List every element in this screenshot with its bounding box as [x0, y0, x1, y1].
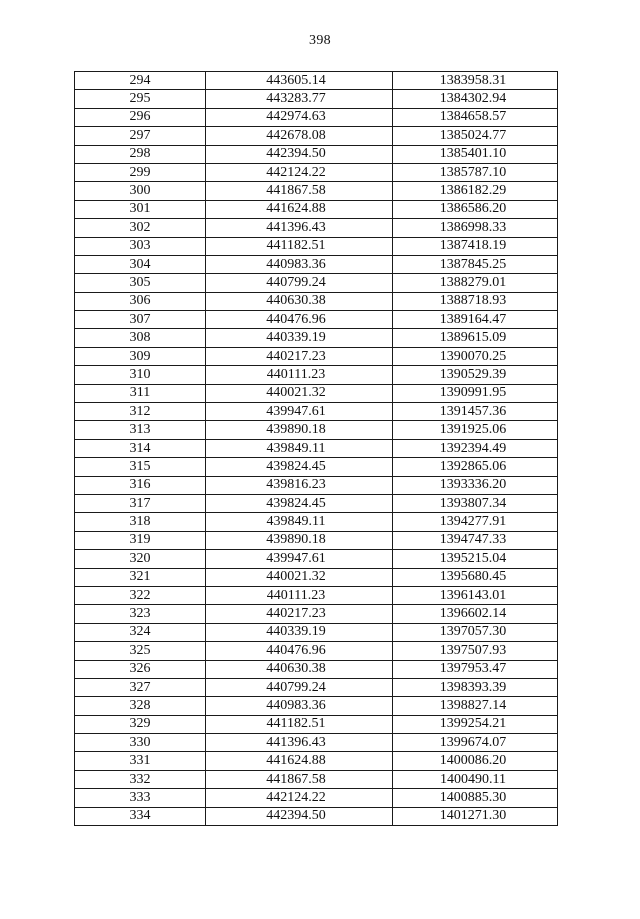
y-coordinate-cell: 1384302.94 [393, 90, 558, 108]
y-coordinate-cell: 1390991.95 [393, 384, 558, 402]
x-coordinate-cell: 440217.23 [206, 347, 393, 365]
table-row [75, 237, 558, 255]
y-coordinate-cell: 1393807.34 [393, 494, 558, 512]
table-row [75, 568, 558, 586]
x-coordinate-cell: 441396.43 [206, 219, 393, 237]
table-row [75, 789, 558, 807]
x-coordinate-cell: 440476.96 [206, 642, 393, 660]
table-row [75, 531, 558, 549]
y-coordinate-cell: 1395680.45 [393, 568, 558, 586]
y-coordinate-cell: 1386998.33 [393, 219, 558, 237]
point-number-cell: 318 [75, 513, 206, 531]
x-coordinate-cell: 441624.88 [206, 752, 393, 770]
x-coordinate-cell: 439947.61 [206, 403, 393, 421]
x-coordinate-cell: 439816.23 [206, 476, 393, 494]
x-coordinate-cell: 441396.43 [206, 734, 393, 752]
x-coordinate-cell: 441867.58 [206, 770, 393, 788]
y-coordinate-cell: 1388279.01 [393, 274, 558, 292]
y-coordinate-cell: 1394277.91 [393, 513, 558, 531]
y-coordinate-cell: 1384658.57 [393, 108, 558, 126]
table-row [75, 642, 558, 660]
table-row [75, 678, 558, 696]
table-row [75, 770, 558, 788]
y-coordinate-cell: 1399674.07 [393, 734, 558, 752]
y-coordinate-cell: 1397953.47 [393, 660, 558, 678]
point-number-cell: 313 [75, 421, 206, 439]
y-coordinate-cell: 1400885.30 [393, 789, 558, 807]
point-number-cell: 326 [75, 660, 206, 678]
point-number-cell: 329 [75, 715, 206, 733]
point-number-cell: 296 [75, 108, 206, 126]
table-row [75, 182, 558, 200]
table-row [75, 329, 558, 347]
point-number-cell: 304 [75, 255, 206, 273]
x-coordinate-cell: 440339.19 [206, 329, 393, 347]
x-coordinate-cell: 442974.63 [206, 108, 393, 126]
table-row [75, 292, 558, 310]
x-coordinate-cell: 439890.18 [206, 421, 393, 439]
y-coordinate-cell: 1390529.39 [393, 366, 558, 384]
table-row [75, 90, 558, 108]
point-number-cell: 310 [75, 366, 206, 384]
table-row [75, 586, 558, 604]
y-coordinate-cell: 1400490.11 [393, 770, 558, 788]
y-coordinate-cell: 1395215.04 [393, 550, 558, 568]
x-coordinate-cell: 441182.51 [206, 237, 393, 255]
point-number-cell: 302 [75, 219, 206, 237]
point-number-cell: 317 [75, 494, 206, 512]
point-number-cell: 320 [75, 550, 206, 568]
point-number-cell: 333 [75, 789, 206, 807]
point-number-cell: 303 [75, 237, 206, 255]
point-number-cell: 300 [75, 182, 206, 200]
point-number-cell: 328 [75, 697, 206, 715]
table-row [75, 384, 558, 402]
point-number-cell: 316 [75, 476, 206, 494]
x-coordinate-cell: 440111.23 [206, 586, 393, 604]
table-row [75, 421, 558, 439]
coordinate-table [74, 71, 558, 826]
y-coordinate-cell: 1391925.06 [393, 421, 558, 439]
table-row [75, 458, 558, 476]
y-coordinate-cell: 1383958.31 [393, 72, 558, 90]
x-coordinate-cell: 440021.32 [206, 568, 393, 586]
x-coordinate-cell: 441182.51 [206, 715, 393, 733]
table-row [75, 403, 558, 421]
x-coordinate-cell: 441624.88 [206, 200, 393, 218]
table-row [75, 274, 558, 292]
y-coordinate-cell: 1389164.47 [393, 311, 558, 329]
x-coordinate-cell: 442678.08 [206, 127, 393, 145]
point-number-cell: 319 [75, 531, 206, 549]
y-coordinate-cell: 1386586.20 [393, 200, 558, 218]
point-number-cell: 334 [75, 807, 206, 825]
point-number-cell: 332 [75, 770, 206, 788]
table-row [75, 494, 558, 512]
x-coordinate-cell: 443605.14 [206, 72, 393, 90]
x-coordinate-cell: 439824.45 [206, 494, 393, 512]
table-row [75, 623, 558, 641]
table-row [75, 127, 558, 145]
point-number-cell: 325 [75, 642, 206, 660]
y-coordinate-cell: 1394747.33 [393, 531, 558, 549]
point-number-cell: 298 [75, 145, 206, 163]
y-coordinate-cell: 1390070.25 [393, 347, 558, 365]
point-number-cell: 311 [75, 384, 206, 402]
table-row [75, 311, 558, 329]
x-coordinate-cell: 439849.11 [206, 513, 393, 531]
point-number-cell: 299 [75, 163, 206, 181]
x-coordinate-cell: 440630.38 [206, 660, 393, 678]
y-coordinate-cell: 1399254.21 [393, 715, 558, 733]
y-coordinate-cell: 1393336.20 [393, 476, 558, 494]
x-coordinate-cell: 442124.22 [206, 163, 393, 181]
y-coordinate-cell: 1401271.30 [393, 807, 558, 825]
x-coordinate-cell: 440111.23 [206, 366, 393, 384]
table-row [75, 660, 558, 678]
x-coordinate-cell: 442394.50 [206, 807, 393, 825]
y-coordinate-cell: 1396143.01 [393, 586, 558, 604]
point-number-cell: 309 [75, 347, 206, 365]
point-number-cell: 315 [75, 458, 206, 476]
y-coordinate-cell: 1392865.06 [393, 458, 558, 476]
y-coordinate-cell: 1392394.49 [393, 439, 558, 457]
point-number-cell: 323 [75, 605, 206, 623]
point-number-cell: 321 [75, 568, 206, 586]
x-coordinate-cell: 440983.36 [206, 697, 393, 715]
x-coordinate-cell: 439947.61 [206, 550, 393, 568]
y-coordinate-cell: 1385401.10 [393, 145, 558, 163]
x-coordinate-cell: 442124.22 [206, 789, 393, 807]
point-number-cell: 306 [75, 292, 206, 310]
y-coordinate-cell: 1385024.77 [393, 127, 558, 145]
table-row [75, 72, 558, 90]
table-row [75, 697, 558, 715]
point-number-cell: 307 [75, 311, 206, 329]
table-row [75, 366, 558, 384]
point-number-cell: 297 [75, 127, 206, 145]
x-coordinate-cell: 442394.50 [206, 145, 393, 163]
page-number: 398 [309, 33, 331, 48]
y-coordinate-cell: 1397057.30 [393, 623, 558, 641]
x-coordinate-cell: 439824.45 [206, 458, 393, 476]
table-row [75, 108, 558, 126]
y-coordinate-cell: 1387418.19 [393, 237, 558, 255]
x-coordinate-cell: 440799.24 [206, 274, 393, 292]
table-row [75, 200, 558, 218]
point-number-cell: 324 [75, 623, 206, 641]
y-coordinate-cell: 1396602.14 [393, 605, 558, 623]
y-coordinate-cell: 1400086.20 [393, 752, 558, 770]
table-row [75, 219, 558, 237]
table-row [75, 513, 558, 531]
x-coordinate-cell: 440476.96 [206, 311, 393, 329]
y-coordinate-cell: 1398393.39 [393, 678, 558, 696]
table-row [75, 145, 558, 163]
point-number-cell: 331 [75, 752, 206, 770]
x-coordinate-cell: 440983.36 [206, 255, 393, 273]
table-row [75, 255, 558, 273]
table-row [75, 439, 558, 457]
y-coordinate-cell: 1391457.36 [393, 403, 558, 421]
table-row [75, 734, 558, 752]
x-coordinate-cell: 440630.38 [206, 292, 393, 310]
y-coordinate-cell: 1385787.10 [393, 163, 558, 181]
point-number-cell: 294 [75, 72, 206, 90]
point-number-cell: 314 [75, 439, 206, 457]
x-coordinate-cell: 440799.24 [206, 678, 393, 696]
coordinate-table-body [75, 72, 558, 826]
point-number-cell: 330 [75, 734, 206, 752]
y-coordinate-cell: 1387845.25 [393, 255, 558, 273]
x-coordinate-cell: 440339.19 [206, 623, 393, 641]
table-row [75, 752, 558, 770]
x-coordinate-cell: 440217.23 [206, 605, 393, 623]
table-row [75, 550, 558, 568]
x-coordinate-cell: 439849.11 [206, 439, 393, 457]
x-coordinate-cell: 440021.32 [206, 384, 393, 402]
table-row [75, 347, 558, 365]
point-number-cell: 312 [75, 403, 206, 421]
x-coordinate-cell: 441867.58 [206, 182, 393, 200]
point-number-cell: 301 [75, 200, 206, 218]
y-coordinate-cell: 1386182.29 [393, 182, 558, 200]
table-row [75, 807, 558, 825]
table-row [75, 605, 558, 623]
point-number-cell: 322 [75, 586, 206, 604]
y-coordinate-cell: 1398827.14 [393, 697, 558, 715]
table-row [75, 163, 558, 181]
point-number-cell: 308 [75, 329, 206, 347]
point-number-cell: 305 [75, 274, 206, 292]
point-number-cell: 327 [75, 678, 206, 696]
x-coordinate-cell: 443283.77 [206, 90, 393, 108]
y-coordinate-cell: 1389615.09 [393, 329, 558, 347]
y-coordinate-cell: 1397507.93 [393, 642, 558, 660]
x-coordinate-cell: 439890.18 [206, 531, 393, 549]
point-number-cell: 295 [75, 90, 206, 108]
coordinate-table-container [74, 71, 557, 826]
y-coordinate-cell: 1388718.93 [393, 292, 558, 310]
table-row [75, 715, 558, 733]
table-row [75, 476, 558, 494]
